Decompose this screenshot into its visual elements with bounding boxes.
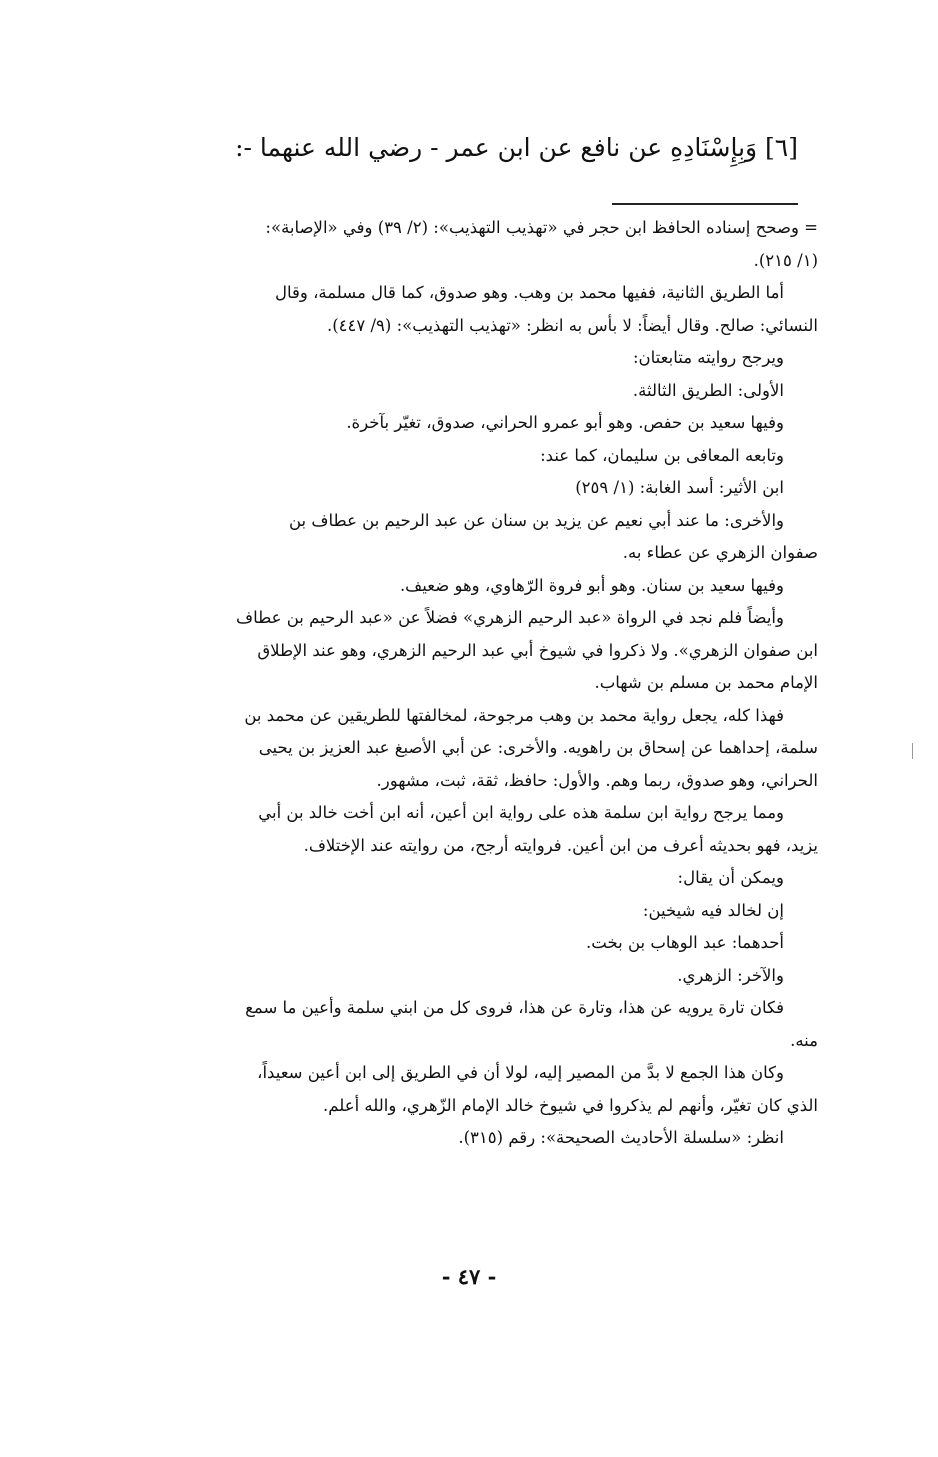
- footnote-line: أحدهما: عبد الوهاب بن بخت.: [586, 933, 784, 952]
- footnote-line: الإمام محمد بن مسلم بن شهاب.: [594, 673, 818, 692]
- footnote-line: = وصحح إسناده الحافظ ابن حجر في «تهذيب التهذيب»: (٢/ ٣٩) وفي «الإصابة»:: [265, 218, 818, 237]
- footnote-line: والآخر: الزهري.: [677, 965, 784, 985]
- footnote-line: ويمكن أن يقال:: [677, 868, 784, 887]
- footnote-line: وفيها سعيد بن حفص. وهو أبو عمرو الحراني، صدوق، تغيّر بآخرة.: [346, 413, 784, 432]
- margin-mark: [912, 743, 913, 759]
- footnote-line: النسائي: صالح. وقال أيضاً: لا بأس به انظر: «تهذيب التهذيب»: (٩/ ٤٤٧).: [326, 315, 818, 335]
- footnote-line: الأولى: الطريق الثالثة.: [632, 380, 784, 400]
- footnote-line: وتابعه المعافى بن سليمان، كما عند:: [540, 445, 784, 465]
- footnote-line: ابن صفوان الزهري». ولا ذكروا في شيوخ أبي عبد الرحيم الزهري، وهو عند الإطلاق: [257, 640, 818, 660]
- page-number: - ٤٧ -: [441, 1264, 497, 1289]
- footnote-line: الحراني، وهو صدوق، ربما وهم. والأول: حافظ، ثقة، ثبت، مشهور.: [376, 770, 818, 790]
- footnote-line: والأخرى: ما عند أبي نعيم عن يزيد بن سنان عن عبد الرحيم بن عطاف بن: [289, 510, 784, 530]
- footnote-line: (١/ ٢١٥).: [753, 250, 818, 270]
- footnote-line: ويرجح روايته متابعتان:: [632, 348, 784, 367]
- footnote-line: سلمة، إحداهما عن إسحاق بن راهويه. والأخرى: عن أبي الأصبغ عبد العزيز بن يحيى: [258, 738, 818, 757]
- hadith-heading: [٦] وَبِإِسْنَادِهِ عن نافع عن ابن عمر - رضي الله عنهما -:: [235, 133, 798, 162]
- footnote-line: انظر: «سلسلة الأحاديث الصحيحة»: رقم (٣١٥).: [458, 1128, 784, 1147]
- footnote-line: صفوان الزهري عن عطاء به.: [622, 543, 818, 562]
- footnote-line: أما الطريق الثانية، ففيها محمد بن وهب. وهو صدوق، كما قال مسلمة، وقال: [274, 283, 784, 302]
- footnote-line: وأيضاً فلم نجد في الرواة «عبد الرحيم الزهري» فضلاً عن «عبد الرحيم بن عطاف: [235, 608, 784, 627]
- footnote-separator: [612, 203, 798, 205]
- footnote-line: وكان هذا الجمع لا بدَّ من المصير إليه، لولا أن في الطريق إلى ابن أعين سعيداً،: [257, 1063, 784, 1082]
- footnote-line: فهذا كله، يجعل رواية محمد بن وهب مرجوحة، لمخالفتها للطريقين عن محمد بن: [244, 705, 784, 725]
- footnote-line: منه.: [790, 1030, 818, 1050]
- footnote-line: ومما يرجح رواية ابن سلمة هذه على رواية ابن أعين، أنه ابن أخت خالد بن أبي: [258, 803, 784, 822]
- footnote-line: فكان تارة يرويه عن هذا، وتارة عن هذا، فروى كل من ابني سلمة وأعين ما سمع: [245, 998, 784, 1017]
- footnote-line: وفيها سعيد بن سنان. وهو أبو فروة الرّهاوي، وهو ضعيف.: [399, 575, 784, 595]
- footnote-line: ابن الأثير: أسد الغابة: (١/ ٢٥٩): [575, 478, 784, 497]
- footnote-line: يزيد، فهو بحديثه أعرف من ابن أعين. فروايته أرجح، من روايته عند الإختلاف.: [303, 835, 818, 855]
- footnote-line: الذي كان تغيّر، وأنهم لم يذكروا في شيوخ خالد الإمام الزّهري، والله أعلم.: [323, 1095, 818, 1115]
- footnote-line: إن لخالد فيه شيخين:: [642, 900, 784, 920]
- footnote-block: [123, 212, 818, 1155]
